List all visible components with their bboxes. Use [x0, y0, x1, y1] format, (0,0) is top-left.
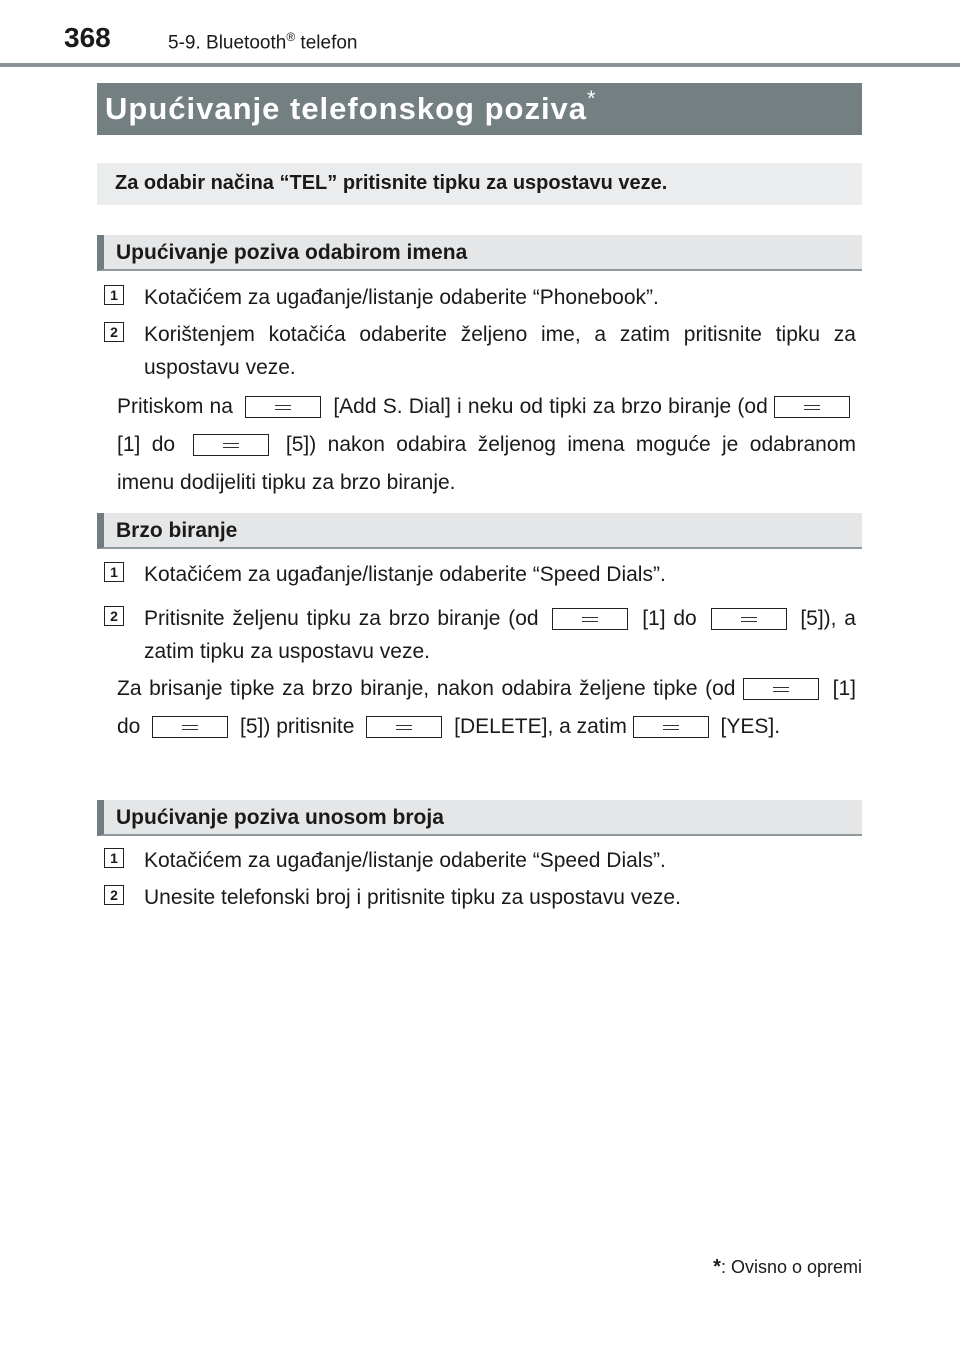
step-1-name-dial — [104, 281, 856, 314]
page-title — [97, 83, 862, 135]
step-number: 2 — [104, 885, 124, 905]
section-header-number-dial: Upućivanje poziva unosom broja — [97, 800, 862, 836]
footnote-text: : Ovisno o opremi — [720, 1257, 862, 1277]
step-number: 1 — [104, 285, 124, 305]
intro-box: Za odabir načina “TEL” pritisnite tipku za uspostavu veze. — [97, 163, 862, 205]
header-rule — [0, 63, 960, 67]
step-2-name-dial — [104, 318, 856, 384]
button-icon — [774, 396, 850, 418]
button-icon — [633, 716, 709, 738]
button-icon — [552, 608, 628, 630]
note-text: [YES]. — [720, 715, 781, 738]
note-text: [5]) pritisnite — [240, 715, 355, 738]
chapter-name: 5-9. Bluetooth — [168, 32, 287, 54]
button-icon — [193, 434, 269, 456]
button-icon — [152, 716, 228, 738]
title-asterisk: * — [587, 86, 597, 111]
step-text: Korištenjem kotačića odaberite željeno ime, a zatim pritisnite tipku za uspostavu veze. — [144, 323, 856, 379]
button-icon — [711, 608, 787, 630]
note-text: Pritiskom na — [117, 395, 233, 418]
step-text-part: Pritisnite željenu tipku za brzo biranje (od — [144, 607, 539, 630]
step-number: 1 — [104, 562, 124, 582]
page-number: 368 — [64, 22, 111, 53]
button-icon — [366, 716, 442, 738]
button-icon — [743, 678, 819, 700]
step-1-number-dial — [104, 844, 856, 877]
note-text: Za brisanje tipke za brzo biranje, nakon odabira željene tipke (od — [117, 677, 736, 700]
page-header — [0, 0, 960, 68]
asterisk-icon: * — [713, 1256, 721, 1278]
note-delete-speed-dial — [117, 670, 856, 746]
step-text: Kotačićem za ugađanje/listanje odaberite “Speed Dials”. — [144, 849, 666, 872]
note-add-speed-dial — [117, 388, 856, 502]
registered-mark: ® — [286, 30, 296, 44]
page-title-text: Upućivanje telefonskog poziva — [105, 91, 588, 126]
step-number: 2 — [104, 322, 124, 342]
chapter-title — [168, 30, 357, 54]
step-2-number-dial — [104, 881, 856, 914]
footnote — [713, 1256, 862, 1279]
note-text: [5]) nakon odabira željenog imena moguće je odabranom imenu dodijeliti tipku za brzo biranje. — [117, 433, 856, 494]
chapter-suffix: telefon — [295, 32, 358, 54]
note-text: [DELETE], a zatim — [454, 715, 627, 738]
section-header-speed-dial: Brzo biranje — [97, 513, 862, 549]
note-text: [1] do — [117, 433, 176, 456]
step-text: Kotačićem za ugađanje/listanje odaberite “Phonebook”. — [144, 286, 659, 309]
step-text-part: [5]), a zatim tipku za uspostavu veze. — [144, 607, 856, 663]
step-2-speed-dial — [104, 602, 856, 668]
step-text: Kotačićem za ugađanje/listanje odaberite “Speed Dials”. — [144, 563, 666, 586]
step-number: 1 — [104, 848, 124, 868]
section-header-name-dial: Upućivanje poziva odabirom imena — [97, 235, 862, 271]
step-number: 2 — [104, 606, 124, 626]
note-text: [Add S. Dial] i neku od tipki za brzo biranje (od — [333, 395, 768, 418]
button-icon — [245, 396, 321, 418]
step-text-part: [1] do — [642, 607, 697, 630]
step-1-speed-dial — [104, 558, 856, 591]
step-text — [144, 602, 856, 668]
step-text: Unesite telefonski broj i pritisnite tipku za uspostavu veze. — [144, 886, 681, 909]
note-text: [1] do — [117, 677, 857, 738]
